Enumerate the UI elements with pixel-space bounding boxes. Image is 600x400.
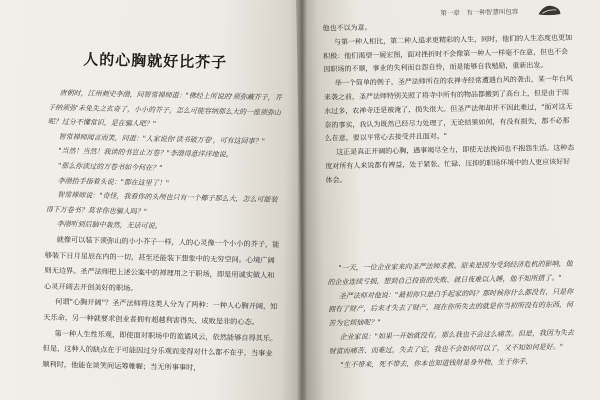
story-paragraph: 智常禅师闻言而笑，问道："人家说你'读书破万卷'，可有这回事？" (58, 132, 265, 146)
body-paragraph: 举一个简单的例子，圣严法师所在的农禅寺经常遭遇台风的袭击，某一年台风来袭之前，圣严法师特别关照了将寺中所有的物品都搬到了高台上，但是由于雨水过多，农禅寺还是被淹了，损失很大。但圣严法师却并不因此难过，"面对这无奈的事实，我认为既然已经尽力处理了，无论结果如何，有没有损失，都不必那么在意，要以平常心去接受并且面对。" (323, 74, 573, 143)
body-paragraph: 与第一种人相比，第二种人追求更精彩的人生，同时，他们的人生态度也更加积极：他们渴望一展宏图，面对挫折时不会像第一种人一样毫不在意，但也不会因职场的不顺，事业的失利而自怨自怜，而是能够自我勉励，重新出发。 (323, 33, 573, 74)
body-block (323, 18, 576, 188)
quote-paragraph: 企业家说："如果一开始就没有，那么我也不会这么痛苦。但是，我因为失去财富而痛苦、而难过，失去了它，我也不会如何可以了，又不知如何是好。" (328, 328, 575, 356)
body-paragraph: 这正是真正开阔的心胸，遇事竭尽全力，即使无法挽回也不抱怨生活。这种态度对所有人来说都有裨益，处于紧张、忙碌、压抑的职场环境中的人更应该好好体会。 (325, 143, 575, 185)
story-paragraph: "那么你读过的万卷书如今何在？" (57, 161, 163, 173)
quote-paragraph: "生不带来，死不带去，你本也知道钱财是身外物，生于你手， (340, 357, 533, 369)
quote-paragraph: 圣严法师对他说："最初你只是白手起家的吗？那时候你什么都没有，只是你拥有了财产，后来才失去了财产，现在你所失去的就是你当初所没有的东西，何苦为它烦恼呢？" (327, 287, 574, 328)
body-paragraph: 何谓"心胸开阔"？圣严法师将这类人分为了两种：一种人心胸开阔，知天乐命，另一种就要求创业者拥有超越利害得失、成败是非的心态。 (43, 297, 278, 327)
running-header: 第一章 有一种智慧叫包容 (440, 7, 519, 18)
story-paragraph: "当然！当然！我读的书岂止万卷？"李渤得意洋洋地说。 (58, 147, 233, 160)
body-paragraph: 就像可以装下须弥山的小小芥子一样，人的心灵像一个小小的芥子，能够装下日月星辰在内的一切，甚至还能装下想象中的无穷空间。心境广阔则无边界。圣严法师把上述公案中的禅理用之于职场，即是用诚实做人和心灵开阔去开创美好的职场。 (43, 234, 280, 293)
quote-block (327, 258, 579, 373)
story-paragraph: 李渤听到后脑中轰然，无话可说。 (56, 220, 162, 231)
body-paragraph: 他也不以为意。 (322, 23, 372, 33)
leaf-ornament-icon (536, 2, 562, 18)
quote-paragraph: "一天，一位企业家来向圣严法师求教。原来是因为受到经济危机的影响，他的企业连续亏损，想到自己投资的失败、就日夜难以入睡，他不知所措了。" (327, 259, 573, 287)
chapter-title: 人的心胸就好比芥子 (82, 50, 228, 72)
story-paragraph: 李渤抬手指着头说："都在这里了！" (57, 176, 170, 187)
book-gutter (297, 0, 307, 400)
right-page (296, 0, 600, 400)
story-paragraph: 唐朝时，江州刺史李渤，问智常禅师道："佛经上所说的'须弥藏芥子，芥子纳须弥'未免失之玄奇了，小小的芥子，怎么可能容纳那么大的一座须弥山呢？过分不懂常识，是在骗人吧？" (47, 88, 282, 129)
body-block (42, 232, 281, 378)
story-block (45, 86, 284, 237)
body-paragraph: 第一种人生性乐观，即使面对职场中的诡谲风云，依然能够自得其乐。但是，这种人的缺点在于可能因过分乐观而变得对什么都不在乎，当事业顺利时，他能在谈笑间运筹帷幄；当无所事事时， (42, 328, 278, 372)
story-paragraph: 智常禅师说："奇怪，我看你的头颅也只有一个椰子那么大，怎么可能装得下万卷书？莫非你也骗人吗？" (45, 191, 278, 216)
